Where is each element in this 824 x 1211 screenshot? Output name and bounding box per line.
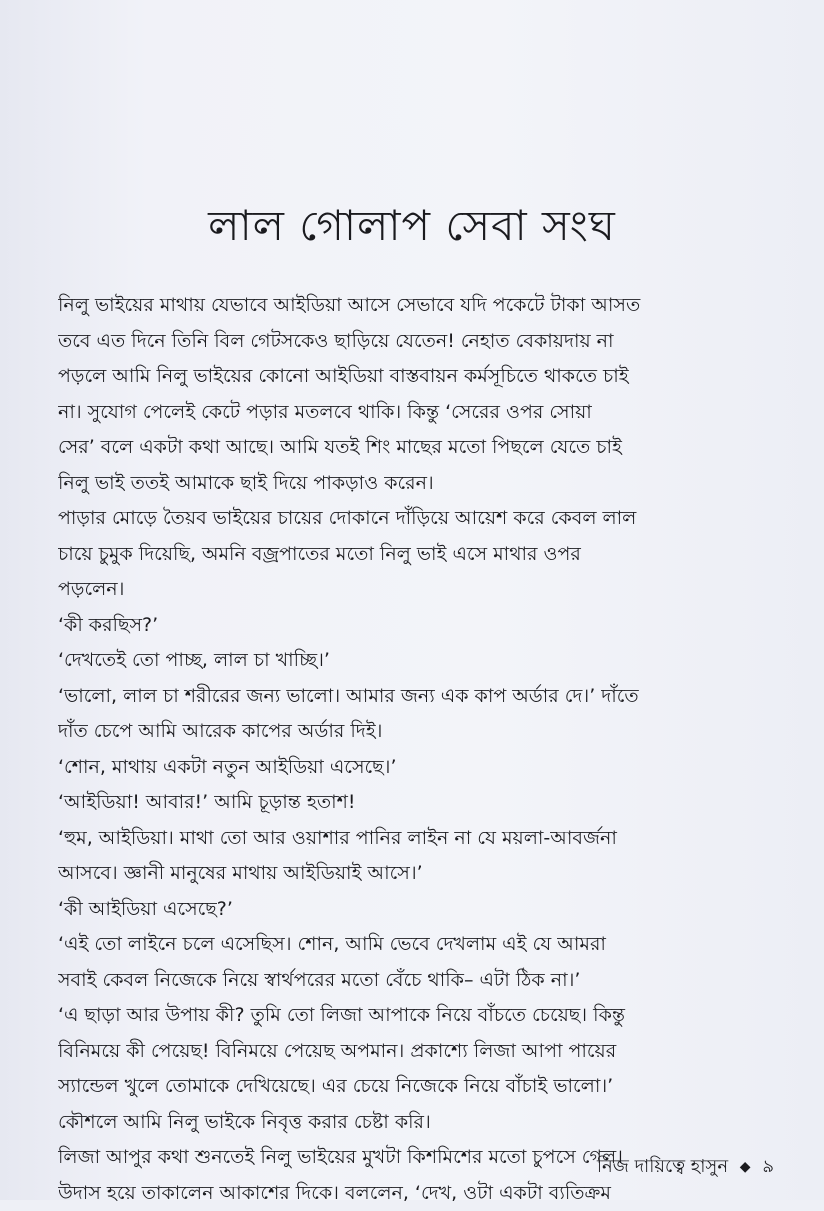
- text-line: লিজা আপুর কথা শুনতেই নিলু ভাইয়ের মুখটা কিশমিশের মতো চুপসে গেল।: [58, 1140, 782, 1176]
- text-line: নিলু ভাইয়ের মাথায় যেভাবে আইডিয়া আসে সেভাবে যদি পকেটে টাকা আসত: [58, 288, 782, 324]
- page-number: ৯: [762, 1156, 774, 1177]
- text-line: ‘আইডিয়া! আবার!’ আমি চূড়ান্ত হতাশ!: [58, 785, 782, 821]
- text-line: ‘শোন, মাথায় একটা নতুন আইডিয়া এসেছে।’: [58, 750, 782, 786]
- text-line: ‘ভালো, লাল চা শরীরের জন্য ভালো। আমার জন্য এক কাপ অর্ডার দে।’ দাঁতে: [58, 679, 782, 715]
- text-line: ‘কী করছিস?’: [58, 608, 782, 644]
- text-line: ‘হুম, আইডিয়া। মাথা তো আর ওয়াশার পানির লাইন না যে ময়লা-আবর্জনা: [58, 821, 782, 857]
- text-line: নিলু ভাই ততই আমাকে ছাই দিয়ে পাকড়াও করেন।: [58, 466, 782, 502]
- text-line: ‘দেখতেই তো পাচ্ছ, লাল চা খাচ্ছি।’: [58, 643, 782, 679]
- text-line: আসবে। জ্ঞানী মানুষের মাথায় আইডিয়াই আসে।’: [58, 856, 782, 892]
- text-line: ‘কী আইডিয়া এসেছে?’: [58, 892, 782, 928]
- text-line: পড়লে আমি নিলু ভাইয়ের কোনো আইডিয়া বাস্তবায়ন কর্মসূচিতে থাকতে চাই: [58, 359, 782, 395]
- text-line: ‘এই তো লাইনে চলে এসেছিস। শোন, আমি ভেবে দেখলাম এই যে আমরা: [58, 927, 782, 963]
- text-line: সের’ বলে একটা কথা আছে। আমি যতই শিং মাছের মতো পিছলে যেতে চাই: [58, 430, 782, 466]
- text-line: কৌশলে আমি নিলু ভাইকে নিবৃত্ত করার চেষ্টা করি।: [58, 1105, 782, 1141]
- body-text: [58, 288, 782, 1211]
- text-line: চায়ে চুমুক দিয়েছি, অমনি বজ্রপাতের মতো নিলু ভাই এসে মাথার ওপর: [58, 537, 782, 573]
- text-line: উদাস হয়ে তাকালেন আকাশের দিকে। বললেন, ‘দেখ, ওটা একটা ব্যতিক্রম: [58, 1176, 782, 1211]
- text-line: না। সুযোগ পেলেই কেটে পড়ার মতলবে থাকি। কিন্তু ‘সেরের ওপর সোয়া: [58, 395, 782, 431]
- running-book-title: নিজ দায়িত্বে হাসুন: [597, 1156, 728, 1177]
- text-line: পড়লেন।: [58, 572, 782, 608]
- text-line: ‘এ ছাড়া আর উপায় কী? তুমি তো লিজা আপাকে নিয়ে বাঁচতে চেয়েছ। কিন্তু: [58, 998, 782, 1034]
- text-line: সবাই কেবল নিজেকে নিয়ে স্বার্থপরের মতো বেঁচে থাকি– এটা ঠিক না।’: [58, 963, 782, 999]
- text-line: পাড়ার মোড়ে তৈয়ব ভাইয়ের চায়ের দোকানে দাঁড়িয়ে আয়েশ করে কেবল লাল: [58, 501, 782, 537]
- page-footer: [597, 1152, 774, 1182]
- text-line: স্যান্ডেল খুলে তোমাকে দেখিয়েছে। এর চেয়ে নিজেকে নিয়ে বাঁচাই ভালো।’: [58, 1069, 782, 1105]
- diamond-separator-icon: ◆: [740, 1152, 751, 1182]
- chapter-title: লাল গোলাপ সেবা সংঘ: [0, 198, 824, 254]
- text-line: দাঁত চেপে আমি আরেক কাপের অর্ডার দিই।: [58, 714, 782, 750]
- text-line: বিনিময়ে কী পেয়েছ! বিনিময়ে পেয়েছ অপমান। প্রকাশ্যে লিজা আপা পায়ের: [58, 1034, 782, 1070]
- text-line: তবে এত দিনে তিনি বিল গেটসকেও ছাড়িয়ে যেতেন! নেহাত বেকায়দায় না: [58, 324, 782, 360]
